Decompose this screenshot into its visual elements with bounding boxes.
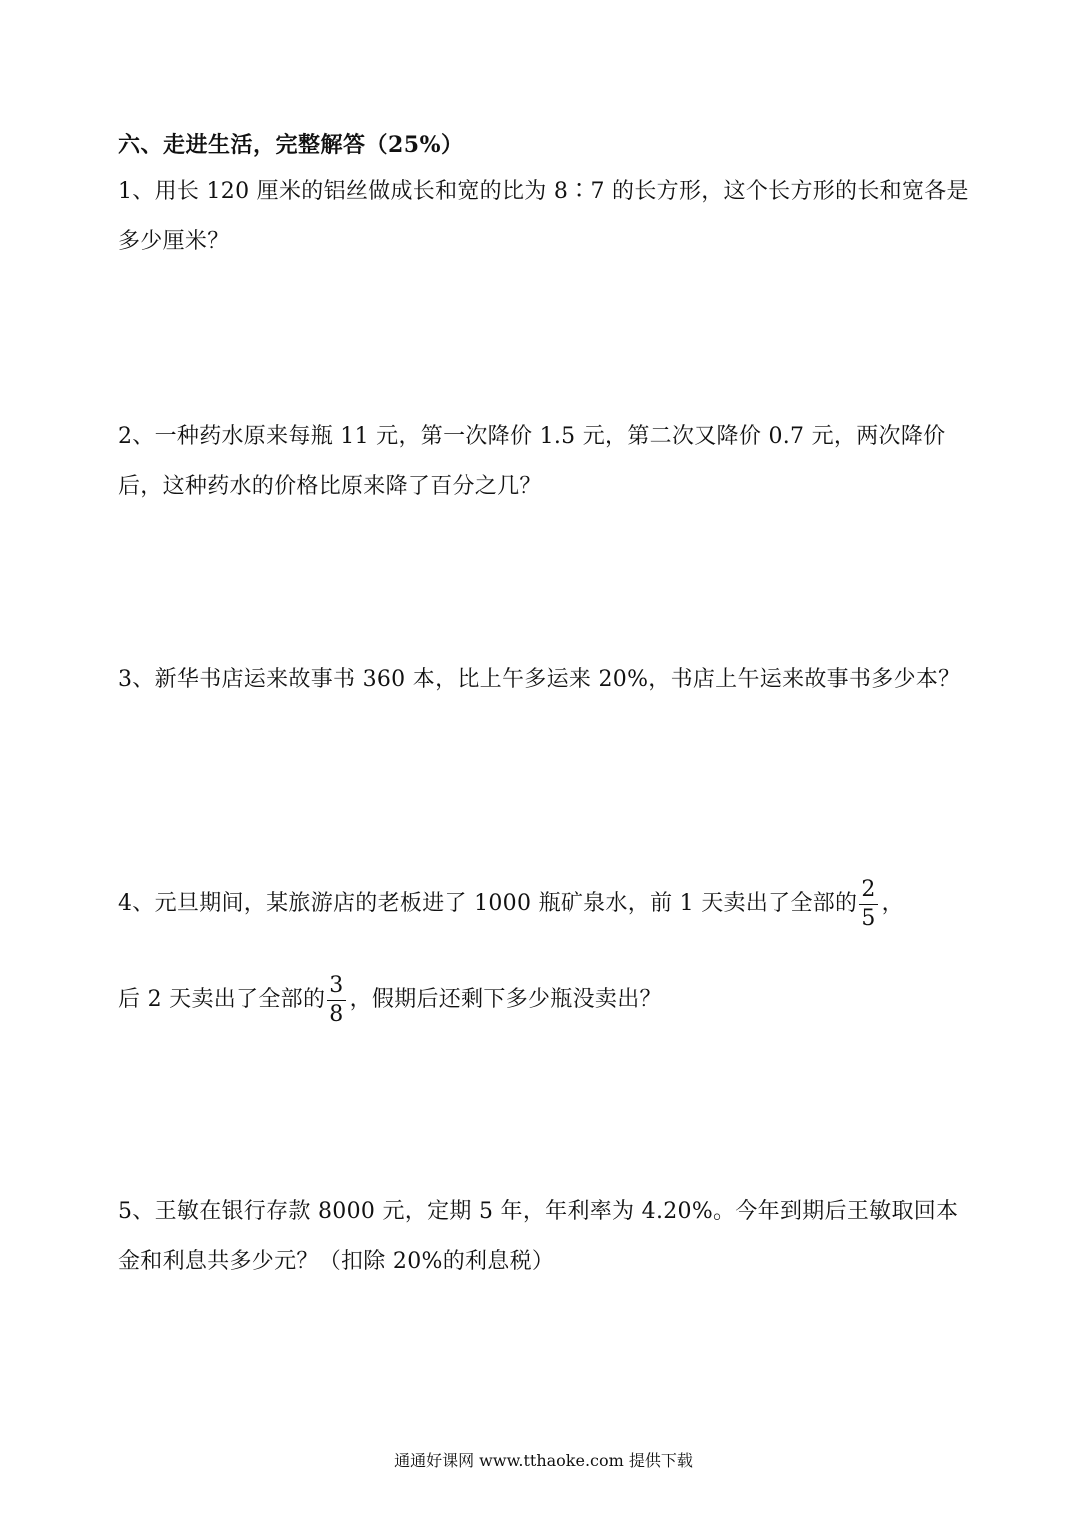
question-3: 3、新华书店运来故事书 360 本，比上午多运来 20%，书店上午运来故事书多少本？ [118,667,961,692]
fraction-two-fifths [859,878,877,931]
question-4 [118,872,978,1032]
fraction-numerator: 2 [859,878,877,905]
fraction-denominator: 5 [861,905,876,931]
question-4-line-1 [118,872,978,936]
question-4-text-d: ，假期后还剩下多少瓶没卖出？ [349,987,662,1012]
question-4-text-a: 4、元旦期间，某旅游店的老板进了 1000 瓶矿泉水，前 1 天卖出了全部的 [118,891,858,916]
fraction-three-eighths [327,974,345,1027]
question-4-text-b: ， [881,891,904,916]
question-4-text-c: 后 2 天卖出了全部的 [118,987,326,1012]
footer-source-note: 通通好课网 www.tthaoke.com 提供下载 [394,1451,693,1470]
fraction-denominator: 8 [329,1001,344,1027]
fraction-numerator: 3 [327,974,345,1001]
section-title: 六、走进生活，完整解答（25%） [118,132,464,158]
question-2: 2、一种药水原来每瓶 11 元，第一次降价 1.5 元，第二次又降价 0.7 元，两次降价后，这种药水的价格比原来降了百分之几？ [118,424,946,499]
question-5: 5、王敏在银行存款 8000 元，定期 5 年，年利率为 4.20%。今年到期后王敏取回本金和利息共多少元？（扣除 20%的利息税） [118,1199,959,1274]
question-4-line-2 [118,968,978,1032]
question-1: 1、用长 120 厘米的铝丝做成长和宽的比为 8∶7 的长方形，这个长方形的长和宽各是多少厘米？ [118,179,969,254]
